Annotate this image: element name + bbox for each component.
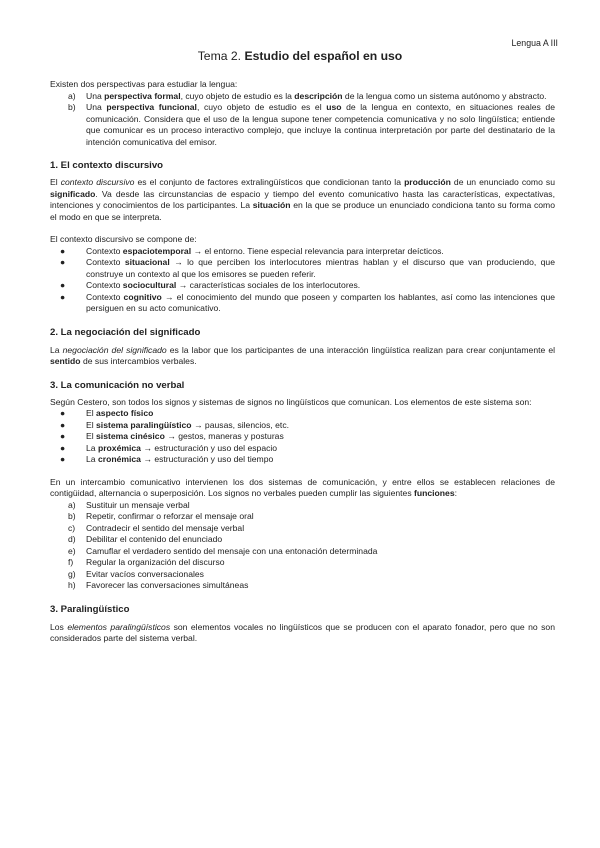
list-item: ● Contexto sociocultural → características sociales de los interlocutores. (60, 280, 361, 290)
paragraph: Los elementos paralingüísticos son elementos vocales no lingüísticos que se producen con el aparato fonador, pero que no son considerados parte del sistema verbal. (50, 621, 555, 643)
section-heading: 3. Paralingüístico (50, 603, 130, 615)
list-item: ● La proxémica → estructuración y uso del espacio (60, 442, 278, 453)
list-item: d) Debilitar el contenido del enunciado (68, 534, 223, 544)
intro-text: Existen dos perspectivas para estudiar la lengua: (50, 79, 238, 89)
list-item: e) Camuflar el verdadero sentido del mensaje con una entonación determinada (68, 545, 378, 556)
list-item: f) Regular la organización del discurso (68, 557, 225, 567)
perspectives-list (50, 91, 555, 149)
paragraph: Según Cestero, son todos los signos y sistemas de signos no lingüísticos que comunican. Los elementos de este sistema son: (50, 396, 532, 407)
section-heading: 1. El contexto discursivo (50, 160, 164, 171)
list-item: g) Evitar vacíos conversacionales (68, 568, 204, 579)
list-item: h) Favorecer las conversaciones simultáneas (68, 580, 249, 590)
list-item: b) Repetir, confirmar o reforzar el mensaje oral (68, 511, 254, 521)
paragraph: La negociación del significado es la labor que los participantes de una interacción lingüística realizan para crear conjuntamente el sentido de sus intercambios verbales. (50, 344, 556, 366)
list-item: a) Una perspectiva formal, cuyo objeto de estudio es la descripción de la lengua como un sistema autónomo y abstracto. (68, 90, 547, 101)
section-heading: 3. La comunicación no verbal (50, 379, 185, 391)
paragraph: El contexto discursivo es el conjunto de factores extralingüísticos que condicionan tanto la producción de un enunciado como su significado. Va desde las circunstancias de espacio y tiempo del evento comunicativo hasta las características, expectativas, intenciones y conocimientos de los participantes. La situación en la que se produce un enunciado condiciona tanto su forma como el modo en que se interpreta. (50, 177, 555, 222)
course-label: Lengua A III (511, 38, 558, 48)
list-item: ● Contexto situacional → lo que perciben los interlocutores mientras hablan y el discurso que van produciendo, que construye un contexto al que los emisores se pueden referir. (60, 257, 555, 279)
list-item: ● El aspecto físico (60, 408, 154, 418)
list-item: ● El sistema cinésico → gestos, maneras y posturas (60, 431, 284, 441)
functions-list (50, 500, 555, 592)
list-item: ● Contexto cognitivo → el conocimiento del mundo que poseen y comparten los hablantes, así como las intenciones que persiguen en su acto comunicativo. (60, 291, 555, 313)
context-list (50, 246, 555, 315)
page-title: Tema 2. Estudio del español en uso (197, 49, 403, 63)
list-item: c) Contradecir el sentido del mensaje verbal (68, 522, 245, 533)
nonverbal-elements-list (50, 408, 555, 466)
paragraph: El contexto discursivo se compone de: (50, 234, 197, 244)
list-item: ● La cronémica → estructuración y uso del tiempo (60, 454, 274, 464)
list-item: a) Sustituir un mensaje verbal (68, 499, 190, 510)
list-item: ● Contexto espaciotemporal → el entorno. Tiene especial relevancia para interpretar deícticos. (60, 245, 444, 256)
list-item: b) Una perspectiva funcional, cuyo objeto de estudio es el uso de la lengua en contexto, en situaciones reales de comunicación. Considera que el uso de la lengua supone tener competencia comunicativa y no solo lingüística; entiende que comunicar es un proceso interactivo complejo, que incluye la continua interpretación por parte del destinatario de la intención comunicativa del emisor. (68, 102, 555, 147)
list-item: ● El sistema paralingüístico → pausas, silencios, etc. (60, 419, 290, 430)
paragraph: En un intercambio comunicativo intervienen los dos sistemas de comunicación, y entre ellos se establecen relaciones de contigüidad, alternancia o superposición. Los signos no verbales pueden cumplir las siguientes funciones: (50, 476, 555, 498)
section-heading: 2. La negociación del significado (50, 326, 201, 338)
document-body (50, 79, 555, 645)
